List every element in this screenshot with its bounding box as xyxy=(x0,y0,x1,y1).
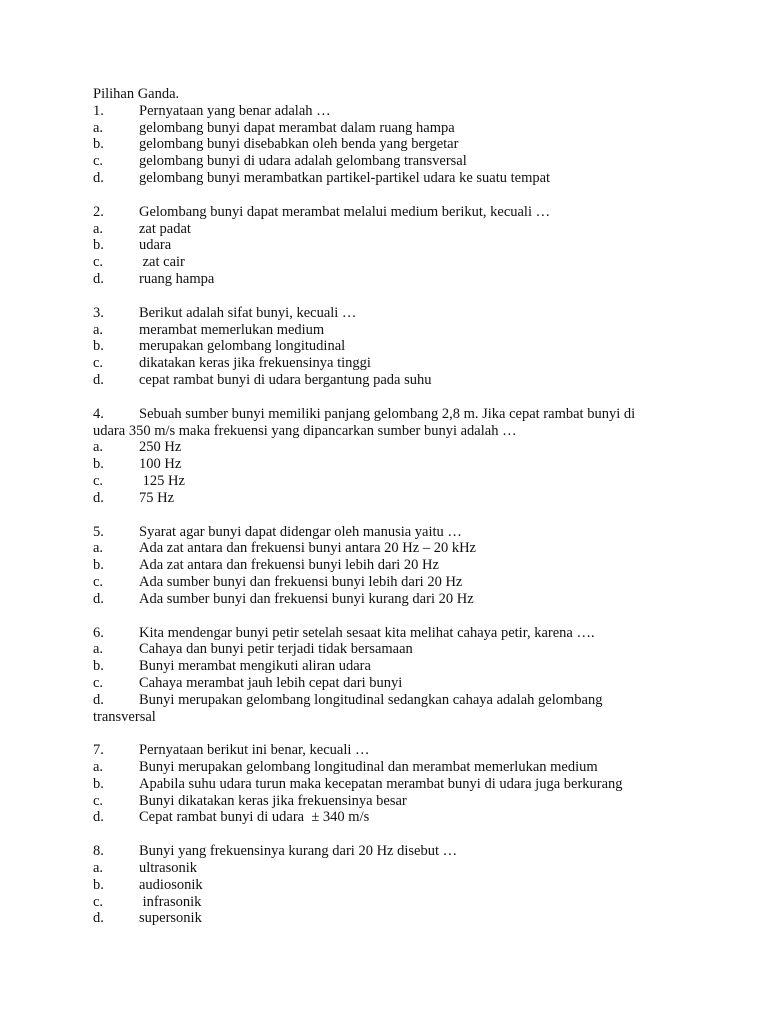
question-number: 8. xyxy=(93,843,104,860)
option-letter: d. xyxy=(93,910,104,927)
option-text: gelombang bunyi dapat merambat dalam ruang hampa xyxy=(139,119,455,136)
answer-option xyxy=(93,153,693,170)
answer-option xyxy=(93,894,693,911)
option-letter: a. xyxy=(93,759,104,776)
option-text: Ada zat antara dan frekuensi bunyi lebih dari 20 Hz xyxy=(139,557,439,574)
answer-option xyxy=(93,574,693,591)
question-number: 2. xyxy=(93,203,104,220)
question-number: 4. xyxy=(93,405,104,422)
answer-option xyxy=(93,557,693,574)
answer-option xyxy=(93,658,693,675)
answer-option xyxy=(93,910,693,927)
option-text: supersonik xyxy=(139,910,202,927)
option-text: gelombang bunyi merambatkan partikel-partikel udara ke suatu tempat xyxy=(139,169,551,186)
option-letter: d. xyxy=(93,169,104,186)
option-letter: b. xyxy=(93,775,104,792)
option-letter: b. xyxy=(93,557,104,574)
question-line xyxy=(93,103,693,120)
option-text: udara xyxy=(139,237,172,254)
option-text: gelombang bunyi di udara adalah gelombang transversal xyxy=(139,153,467,170)
answer-option xyxy=(93,456,693,473)
question-block xyxy=(93,625,693,726)
question-text-continuation: udara 350 m/s maka frekuensi yang dipancarkan sumber bunyi adalah … xyxy=(93,422,517,439)
answer-option xyxy=(93,675,693,692)
option-letter: a. xyxy=(93,439,104,456)
option-letter: b. xyxy=(93,237,104,254)
question-text: Kita mendengar bunyi petir setelah sesaat kita melihat cahaya petir, karena …. xyxy=(139,624,595,641)
option-letter: d. xyxy=(93,489,104,506)
option-letter: a. xyxy=(93,220,104,237)
answer-option xyxy=(93,237,693,254)
option-text: merambat memerlukan medium xyxy=(139,321,325,338)
question-number: 6. xyxy=(93,624,104,641)
option-text: 100 Hz xyxy=(139,456,182,473)
option-letter: c. xyxy=(93,254,104,271)
answer-option xyxy=(93,877,693,894)
option-letter: a. xyxy=(93,860,104,877)
option-letter: c. xyxy=(93,893,104,910)
option-letter: b. xyxy=(93,338,104,355)
answer-option xyxy=(93,221,693,238)
answer-option xyxy=(93,322,693,339)
option-text: Cahaya dan bunyi petir terjadi tidak bersamaan xyxy=(139,641,413,658)
question-block xyxy=(93,406,693,507)
question-line xyxy=(93,742,693,759)
option-text: Bunyi merambat mengikuti aliran udara xyxy=(139,658,371,675)
option-letter: a. xyxy=(93,641,104,658)
question-text: Pernyataan berikut ini benar, kecuali … xyxy=(139,742,370,759)
option-text: Ada zat antara dan frekuensi bunyi antara 20 Hz – 20 kHz xyxy=(139,540,476,557)
question-line xyxy=(93,524,693,541)
question-text: Bunyi yang frekuensinya kurang dari 20 Hz disebut … xyxy=(139,843,458,860)
answer-option xyxy=(93,860,693,877)
option-text: Bunyi dikatakan keras jika frekuensinya besar xyxy=(139,792,407,809)
question-line xyxy=(93,843,693,860)
question-number: 1. xyxy=(93,102,104,119)
question-text: Berikut adalah sifat bunyi, kecuali … xyxy=(139,304,357,321)
option-text: Ada sumber bunyi dan frekuensi bunyi kurang dari 20 Hz xyxy=(139,590,474,607)
answer-option xyxy=(93,136,693,153)
answer-option xyxy=(93,372,693,389)
option-letter: b. xyxy=(93,658,104,675)
option-text: ruang hampa xyxy=(139,270,215,287)
option-letter: d. xyxy=(93,270,104,287)
answer-option xyxy=(93,473,693,490)
option-text: gelombang bunyi disebabkan oleh benda yang bergetar xyxy=(139,136,459,153)
question-line xyxy=(93,305,693,322)
question-text: Pernyataan yang benar adalah … xyxy=(139,102,331,119)
option-letter: c. xyxy=(93,472,104,489)
answer-option xyxy=(93,170,693,187)
answer-option xyxy=(93,692,693,709)
option-text: zat padat xyxy=(139,220,191,237)
question-number: 3. xyxy=(93,304,104,321)
answer-option xyxy=(93,809,693,826)
answer-option xyxy=(93,271,693,288)
question-block xyxy=(93,204,693,288)
answer-option xyxy=(93,793,693,810)
option-letter: c. xyxy=(93,674,104,691)
question-block xyxy=(93,305,693,389)
answer-option xyxy=(93,338,693,355)
option-text: 75 Hz xyxy=(139,489,175,506)
question-block xyxy=(93,103,693,187)
option-text: infrasonik xyxy=(139,893,202,910)
question-block xyxy=(93,843,693,927)
question-number: 5. xyxy=(93,523,104,540)
answer-option xyxy=(93,540,693,557)
option-letter: b. xyxy=(93,136,104,153)
option-text: Bunyi merupakan gelombang longitudinal dan merambat memerlukan medium xyxy=(139,759,598,776)
option-text: Ada sumber bunyi dan frekuensi bunyi lebih dari 20 Hz xyxy=(139,573,463,590)
option-letter: a. xyxy=(93,321,104,338)
section-heading: Pilihan Ganda. xyxy=(93,86,180,102)
option-text: zat cair xyxy=(139,254,185,271)
answer-option xyxy=(93,355,693,372)
answer-option xyxy=(93,759,693,776)
option-text: ultrasonik xyxy=(139,860,197,877)
option-text: 125 Hz xyxy=(139,472,185,489)
question-line xyxy=(93,406,693,423)
question-text: Gelombang bunyi dapat merambat melalui medium berikut, kecuali … xyxy=(139,203,551,220)
question-list xyxy=(93,103,693,927)
option-letter: d. xyxy=(93,590,104,607)
option-text: dikatakan keras jika frekuensinya tinggi xyxy=(139,355,371,372)
question-block xyxy=(93,742,693,826)
option-letter: a. xyxy=(93,119,104,136)
option-text: Bunyi merupakan gelombang longitudinal sedangkan cahaya adalah gelombang xyxy=(139,691,603,708)
question-text: Syarat agar bunyi dapat didengar oleh manusia yaitu … xyxy=(139,523,462,540)
question-line xyxy=(93,204,693,221)
option-letter: c. xyxy=(93,792,104,809)
answer-option xyxy=(93,776,693,793)
option-letter: c. xyxy=(93,153,104,170)
question-block xyxy=(93,524,693,608)
option-letter: c. xyxy=(93,355,104,372)
option-text: 250 Hz xyxy=(139,439,182,456)
option-text: merupakan gelombang longitudinal xyxy=(139,338,346,355)
document-content xyxy=(93,86,693,927)
answer-option xyxy=(93,591,693,608)
option-letter: d. xyxy=(93,371,104,388)
option-text: cepat rambat bunyi di udara bergantung pada suhu xyxy=(139,371,432,388)
option-letter: d. xyxy=(93,691,104,708)
answer-option xyxy=(93,254,693,271)
answer-option xyxy=(93,641,693,658)
question-number: 7. xyxy=(93,742,104,759)
option-text-continuation: transversal xyxy=(93,708,156,725)
option-letter: d. xyxy=(93,809,104,826)
option-letter: b. xyxy=(93,456,104,473)
question-line xyxy=(93,625,693,642)
question-text: Sebuah sumber bunyi memiliki panjang gelombang 2,8 m. Jika cepat rambat bunyi di xyxy=(139,405,636,422)
option-text: audiosonik xyxy=(139,876,203,893)
answer-option xyxy=(93,490,693,507)
option-text: Cahaya merambat jauh lebih cepat dari bunyi xyxy=(139,674,403,691)
option-letter: c. xyxy=(93,573,104,590)
answer-option xyxy=(93,120,693,137)
option-letter: b. xyxy=(93,876,104,893)
option-letter: a. xyxy=(93,540,104,557)
option-text: Cepat rambat bunyi di udara ± 340 m/s xyxy=(139,809,370,826)
option-text: Apabila suhu udara turun maka kecepatan merambat bunyi di udara juga berkurang xyxy=(139,775,623,792)
answer-option xyxy=(93,439,693,456)
